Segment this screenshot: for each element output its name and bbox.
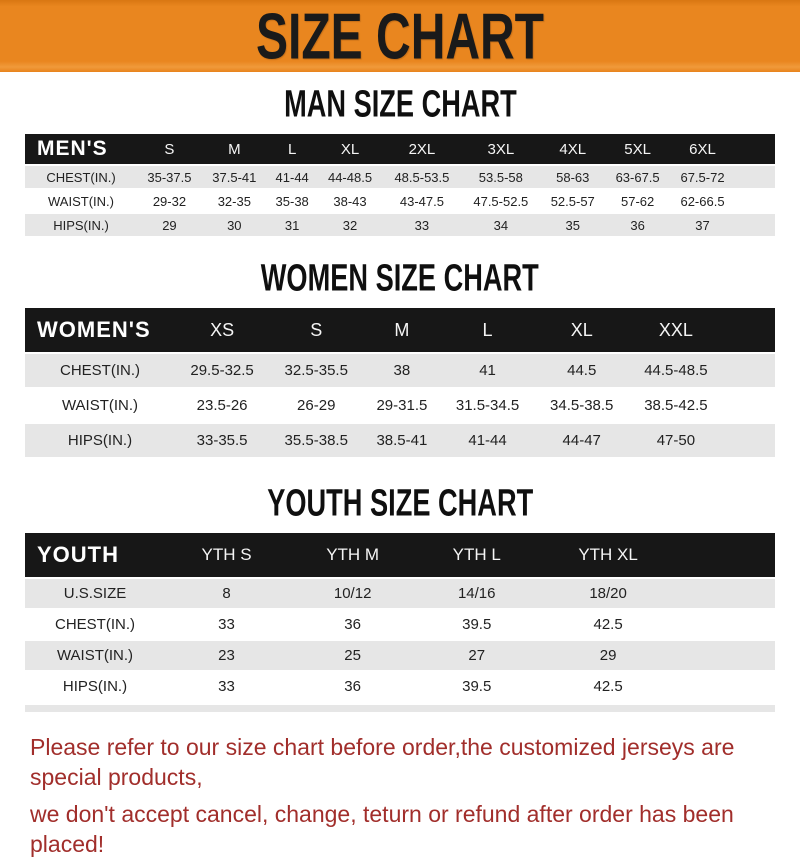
row-label: U.S.SIZE xyxy=(25,579,165,608)
size-value-cell: 31 xyxy=(267,214,318,236)
size-column-header: 4XL xyxy=(540,134,605,164)
size-value-cell: 30 xyxy=(202,214,267,236)
size-column-header: YTH M xyxy=(288,533,417,577)
size-value-cell: 38 xyxy=(363,354,440,387)
table-row xyxy=(25,424,775,457)
row-label: HIPS(IN.) xyxy=(25,214,137,236)
size-value-cell: 38.5-42.5 xyxy=(629,389,723,422)
men-size-table-wrap xyxy=(25,132,775,238)
size-column-header: XL xyxy=(535,308,629,352)
size-value-cell: 23 xyxy=(165,641,288,670)
filler-cell xyxy=(680,610,775,639)
size-value-cell: 44.5-48.5 xyxy=(629,354,723,387)
size-value-cell: 63-67.5 xyxy=(605,166,670,188)
size-value-cell: 31.5-34.5 xyxy=(440,389,534,422)
size-value-cell: 47.5-52.5 xyxy=(461,190,540,212)
size-column-header: 6XL xyxy=(670,134,735,164)
size-value-cell: 36 xyxy=(605,214,670,236)
row-label: CHEST(IN.) xyxy=(25,610,165,639)
size-column-header: M xyxy=(202,134,267,164)
filler-cell xyxy=(680,641,775,670)
size-value-cell: 33 xyxy=(382,214,461,236)
size-value-cell: 35.5-38.5 xyxy=(269,424,363,457)
size-value-cell: 67.5-72 xyxy=(670,166,735,188)
size-value-cell: 44.5 xyxy=(535,354,629,387)
row-label: WAIST(IN.) xyxy=(25,641,165,670)
size-value-cell: 36 xyxy=(288,672,417,701)
table-corner-label: YOUTH xyxy=(25,533,165,577)
size-value-cell: 48.5-53.5 xyxy=(382,166,461,188)
size-table xyxy=(25,531,775,703)
size-value-cell: 29-32 xyxy=(137,190,202,212)
size-value-cell: 41-44 xyxy=(267,166,318,188)
size-value-cell: 29 xyxy=(536,641,680,670)
size-value-cell: 33 xyxy=(165,610,288,639)
size-table xyxy=(25,306,775,459)
size-table-body xyxy=(25,166,775,236)
size-column-header: YTH L xyxy=(417,533,536,577)
youth-section-heading xyxy=(0,481,800,525)
table-row xyxy=(25,610,775,639)
filler-cell xyxy=(680,579,775,608)
size-value-cell: 37.5-41 xyxy=(202,166,267,188)
size-value-cell: 33 xyxy=(165,672,288,701)
table-row xyxy=(25,389,775,422)
size-value-cell: 43-47.5 xyxy=(382,190,461,212)
table-row xyxy=(25,579,775,608)
header-row xyxy=(25,533,775,577)
women-size-section xyxy=(0,256,800,459)
men-heading-text: MAN SIZE CHART xyxy=(283,82,517,126)
women-heading-text: WOMEN SIZE CHART xyxy=(260,256,540,300)
size-value-cell: 29 xyxy=(137,214,202,236)
filler-cell xyxy=(680,533,775,577)
size-column-header: L xyxy=(440,308,534,352)
size-value-cell: 38-43 xyxy=(318,190,383,212)
size-value-cell: 58-63 xyxy=(540,166,605,188)
size-column-header: M xyxy=(363,308,440,352)
size-column-header: YTH S xyxy=(165,533,288,577)
size-column-header: XL xyxy=(318,134,383,164)
size-value-cell: 42.5 xyxy=(536,610,680,639)
size-value-cell: 32.5-35.5 xyxy=(269,354,363,387)
size-column-header: XXL xyxy=(629,308,723,352)
size-table xyxy=(25,132,775,238)
size-table-body xyxy=(25,579,775,701)
size-table-head xyxy=(25,533,775,577)
row-label: CHEST(IN.) xyxy=(25,354,175,387)
size-value-cell: 39.5 xyxy=(417,610,536,639)
size-value-cell: 34 xyxy=(461,214,540,236)
filler-cell xyxy=(735,190,775,212)
size-column-header: S xyxy=(269,308,363,352)
size-value-cell: 41-44 xyxy=(440,424,534,457)
header-row xyxy=(25,134,775,164)
table-row xyxy=(25,214,775,236)
table-row xyxy=(25,672,775,701)
note-line-1: Please refer to our size chart before order,the customized jerseys are special products, xyxy=(30,734,735,791)
women-section-heading xyxy=(0,256,800,300)
row-label: WAIST(IN.) xyxy=(25,389,175,422)
size-table-body xyxy=(25,354,775,457)
size-value-cell: 23.5-26 xyxy=(175,389,269,422)
size-column-header: YTH XL xyxy=(536,533,680,577)
filler-cell xyxy=(723,308,775,352)
size-value-cell: 10/12 xyxy=(288,579,417,608)
order-note xyxy=(30,732,775,859)
size-table-head xyxy=(25,308,775,352)
size-column-header: 5XL xyxy=(605,134,670,164)
size-value-cell: 57-62 xyxy=(605,190,670,212)
youth-size-section xyxy=(0,481,800,712)
size-value-cell: 53.5-58 xyxy=(461,166,540,188)
filler-cell xyxy=(723,354,775,387)
size-column-header: 3XL xyxy=(461,134,540,164)
size-column-header: L xyxy=(267,134,318,164)
filler-cell xyxy=(735,214,775,236)
table-row xyxy=(25,641,775,670)
filler-cell xyxy=(723,424,775,457)
banner-title: SIZE CHART xyxy=(256,0,544,73)
table-corner-label: WOMEN'S xyxy=(25,308,175,352)
size-value-cell: 25 xyxy=(288,641,417,670)
header-row xyxy=(25,308,775,352)
size-value-cell: 34.5-38.5 xyxy=(535,389,629,422)
youth-size-table-wrap xyxy=(25,531,775,703)
filler-cell xyxy=(735,166,775,188)
size-column-header: S xyxy=(137,134,202,164)
size-value-cell: 8 xyxy=(165,579,288,608)
row-label: WAIST(IN.) xyxy=(25,190,137,212)
size-table-head xyxy=(25,134,775,164)
table-corner-label: MEN'S xyxy=(25,134,137,164)
size-value-cell: 44-47 xyxy=(535,424,629,457)
size-value-cell: 14/16 xyxy=(417,579,536,608)
row-label: HIPS(IN.) xyxy=(25,672,165,701)
row-label: CHEST(IN.) xyxy=(25,166,137,188)
table-row xyxy=(25,166,775,188)
size-value-cell: 35-37.5 xyxy=(137,166,202,188)
size-value-cell: 27 xyxy=(417,641,536,670)
size-value-cell: 35 xyxy=(540,214,605,236)
size-value-cell: 44-48.5 xyxy=(318,166,383,188)
size-value-cell: 39.5 xyxy=(417,672,536,701)
size-value-cell: 29-31.5 xyxy=(363,389,440,422)
filler-cell xyxy=(735,134,775,164)
size-value-cell: 33-35.5 xyxy=(175,424,269,457)
size-value-cell: 41 xyxy=(440,354,534,387)
size-column-header: 2XL xyxy=(382,134,461,164)
size-value-cell: 32-35 xyxy=(202,190,267,212)
size-value-cell: 52.5-57 xyxy=(540,190,605,212)
size-value-cell: 62-66.5 xyxy=(670,190,735,212)
size-value-cell: 18/20 xyxy=(536,579,680,608)
size-column-header: XS xyxy=(175,308,269,352)
size-value-cell: 42.5 xyxy=(536,672,680,701)
women-size-table-wrap xyxy=(25,306,775,459)
size-value-cell: 26-29 xyxy=(269,389,363,422)
filler-cell xyxy=(680,672,775,701)
banner xyxy=(0,0,800,72)
table-bottom-strip xyxy=(25,705,775,712)
men-size-section xyxy=(0,82,800,238)
table-row xyxy=(25,354,775,387)
size-value-cell: 47-50 xyxy=(629,424,723,457)
size-value-cell: 32 xyxy=(318,214,383,236)
filler-cell xyxy=(723,389,775,422)
men-section-heading xyxy=(0,82,800,126)
size-value-cell: 36 xyxy=(288,610,417,639)
size-value-cell: 37 xyxy=(670,214,735,236)
row-label: HIPS(IN.) xyxy=(25,424,175,457)
size-value-cell: 29.5-32.5 xyxy=(175,354,269,387)
size-value-cell: 35-38 xyxy=(267,190,318,212)
size-value-cell: 38.5-41 xyxy=(363,424,440,457)
note-line-2: we don't accept cancel, change, teturn or refund after order has been placed! xyxy=(30,801,734,858)
table-row xyxy=(25,190,775,212)
youth-heading-text: YOUTH SIZE CHART xyxy=(267,481,533,525)
